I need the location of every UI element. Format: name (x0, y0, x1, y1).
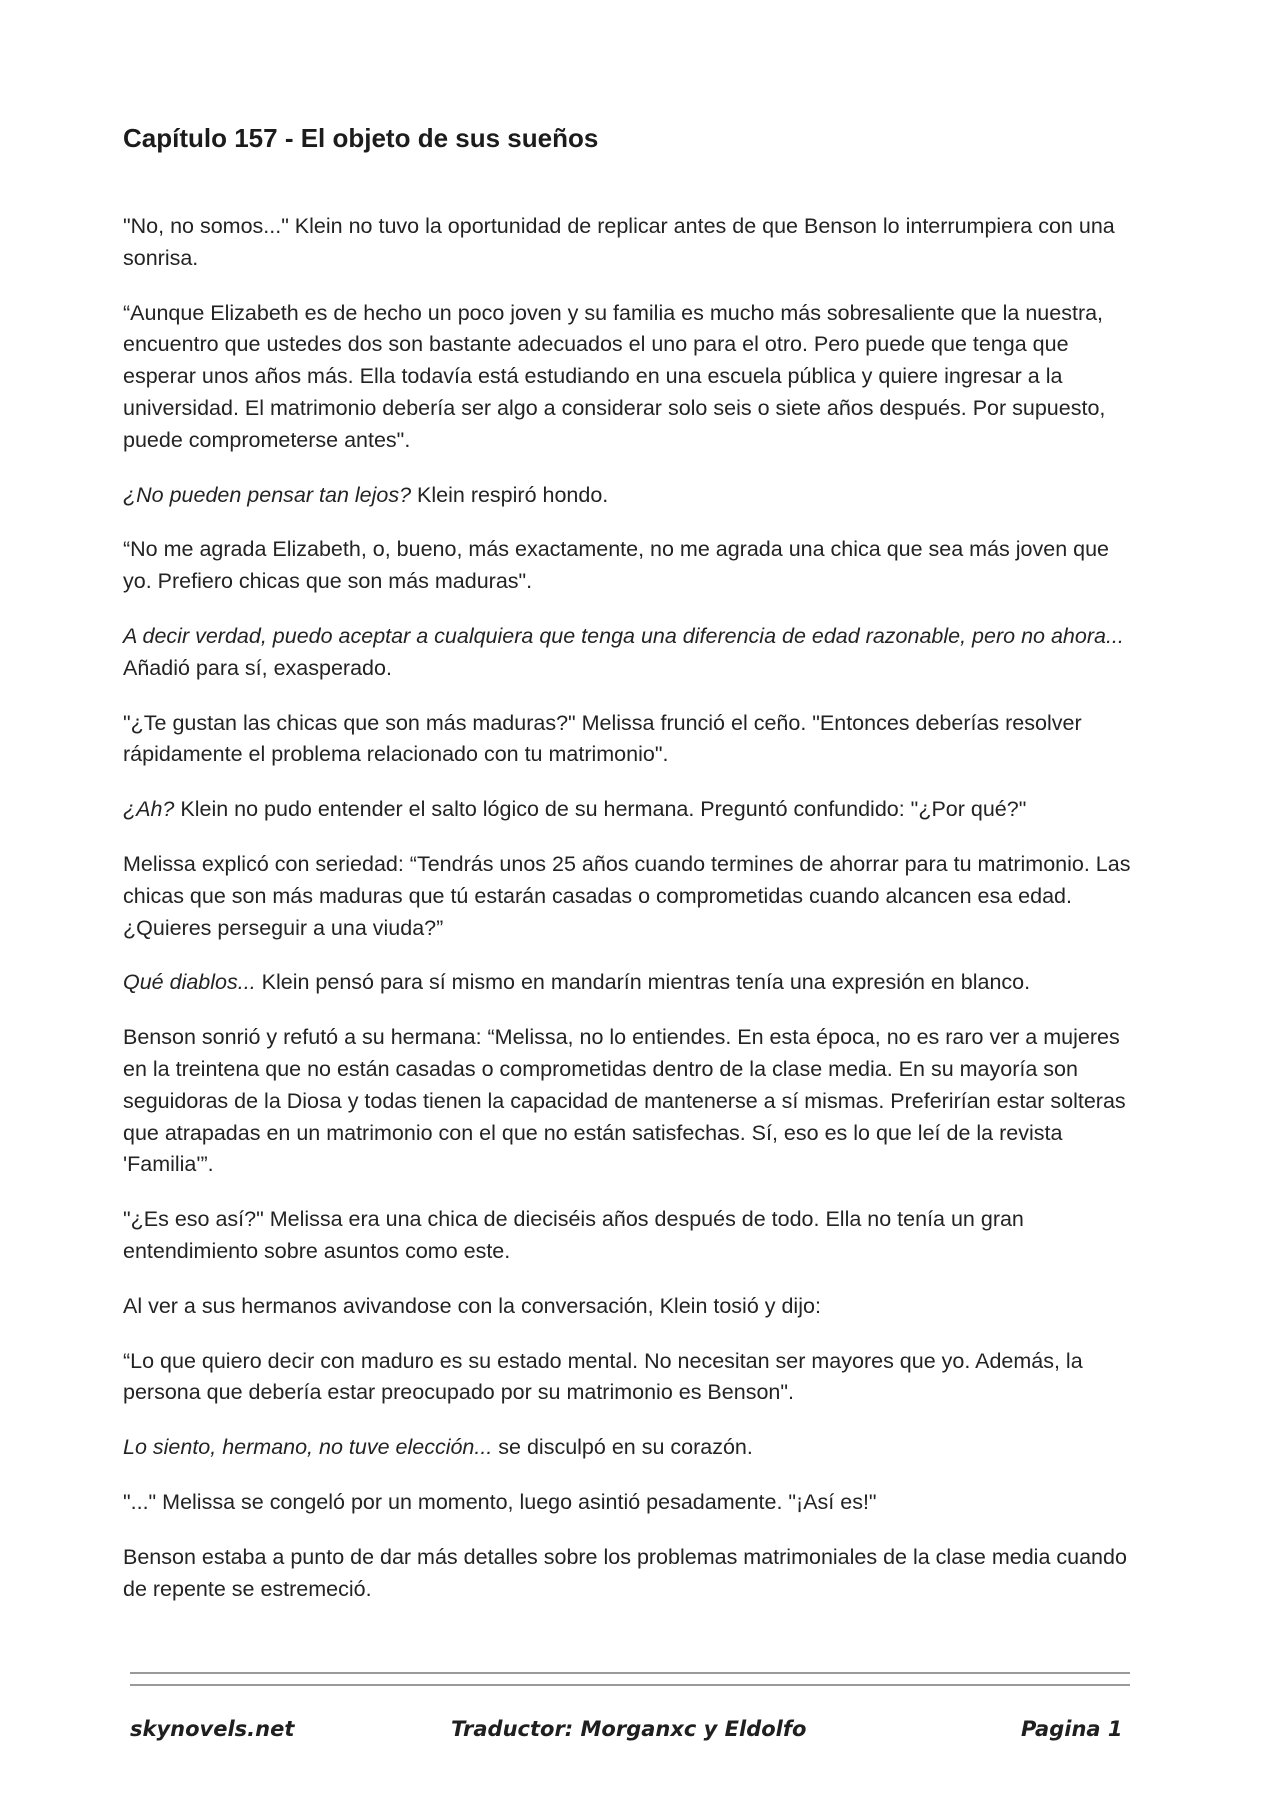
paragraph (123, 794, 1138, 826)
paragraph (123, 298, 1138, 457)
text-run: Añadió para sí, exasperado. (123, 655, 392, 680)
chapter-body (123, 211, 1138, 1628)
footer-page-number: Pagina 1 (1021, 1717, 1123, 1741)
paragraph (123, 1022, 1138, 1181)
text-run: “Lo que quiero decir con maduro es su estado mental. No necesitan ser mayores que yo. Además, la persona que debería estar preocupado por su matrimonio es Benson". (123, 1348, 1083, 1405)
text-run: "..." Melissa se congeló por un momento, luego asintió pesadamente. "¡Así es!" (123, 1489, 877, 1514)
paragraph (123, 708, 1138, 772)
paragraph (123, 480, 1138, 512)
text-run: "¿Te gustan las chicas que son más maduras?" Melissa frunció el ceño. "Entonces deberías resolver rápidamente el problema relacionado con tu matrimonio". (123, 710, 1082, 767)
text-run: se disculpó en su corazón. (492, 1435, 753, 1460)
paragraph (123, 1346, 1138, 1410)
text-run: Benson estaba a punto de dar más detalles sobre los problemas matrimoniales de la clase media cuando de repente se estremeció. (123, 1544, 1127, 1601)
footer-divider-top (130, 1672, 1130, 1674)
text-run: "No, no somos..." Klein no tuvo la oportunidad de replicar antes de que Benson lo interrumpiera con una sonrisa. (123, 214, 1115, 270)
text-run: Benson sonrió y refutó a su hermana: “Melissa, no lo entiendes. En esta época, no es raro ver a mujeres en la treintena que no están casadas o comprometidas dentro de la clase media. En su mayoría son seguidoras de la Diosa y todas tienen la capacidad de mantenerse a sí mismas. Preferirían estar solteras que atrapadas en un matrimonio con el que no están satisfechas. Sí, eso es lo que leí de la revista 'Familia'”. (123, 1025, 1126, 1177)
italic-text-run: ¿No pueden pensar tan lejos? (123, 482, 412, 507)
text-run: “Aunque Elizabeth es de hecho un poco joven y su familia es mucho más sobresaliente que la nuestra, encuentro que ustedes dos son bastante adecuados el uno para el otro. Pero puede que tenga que esperar unos años más. Ella todavía está estudiando en una escuela pública y quiere ingresar a la universidad. El matrimonio debería ser algo a considerar solo seis o siete años después. Por supuesto, puede comprometerse antes". (123, 300, 1106, 452)
text-run: “No me agrada Elizabeth, o, bueno, más exactamente, no me agrada una chica que sea más joven que yo. Prefiero chicas que son más maduras". (123, 537, 1110, 594)
paragraph (123, 849, 1138, 944)
footer-translator: Traductor: Morganxc y Eldolfo (451, 1717, 807, 1741)
paragraph (123, 1487, 1138, 1519)
chapter-title: Capítulo 157 - El objeto de sus sueños (123, 123, 599, 153)
text-run: "¿Es eso así?" Melissa era una chica de dieciséis años después de todo. Ella no tenía un gran entendimiento sobre asuntos como este. (123, 1207, 1024, 1263)
text-run: Klein respiró hondo. (411, 482, 609, 507)
text-run: Klein no pudo entender el salto lógico de su hermana. Preguntó confundido: "¿Por qué?" (174, 797, 1027, 822)
paragraph (123, 1432, 1138, 1464)
paragraph (123, 534, 1138, 598)
paragraph (123, 967, 1138, 999)
text-run: Al ver a sus hermanos avivandose con la conversación, Klein tosió y dijo: (123, 1293, 821, 1318)
paragraph (123, 1542, 1138, 1606)
italic-text-run: Qué diablos... (123, 970, 256, 995)
italic-text-run: ¿Ah? (123, 797, 175, 822)
text-run: Klein pensó para sí mismo en mandarín mientras tenía una expresión en blanco. (255, 970, 1031, 995)
italic-text-run: A decir verdad, puedo aceptar a cualquiera que tenga una diferencia de edad razonable, pero no ahora... (123, 623, 1124, 648)
footer-divider-bottom (130, 1684, 1130, 1686)
footer-site: skynovels.net (130, 1717, 295, 1741)
paragraph (123, 621, 1138, 685)
text-run: Melissa explicó con seriedad: “Tendrás unos 25 años cuando termines de ahorrar para tu matrimonio. Las chicas que son más maduras que tú estarán casadas o comprometidas cuando alcancen esa edad. ¿Quieres perseguir a una viuda?” (123, 851, 1131, 940)
paragraph (123, 1291, 1138, 1323)
paragraph (123, 1204, 1138, 1268)
paragraph (123, 211, 1138, 275)
italic-text-run: Lo siento, hermano, no tuve elección... (123, 1435, 493, 1460)
